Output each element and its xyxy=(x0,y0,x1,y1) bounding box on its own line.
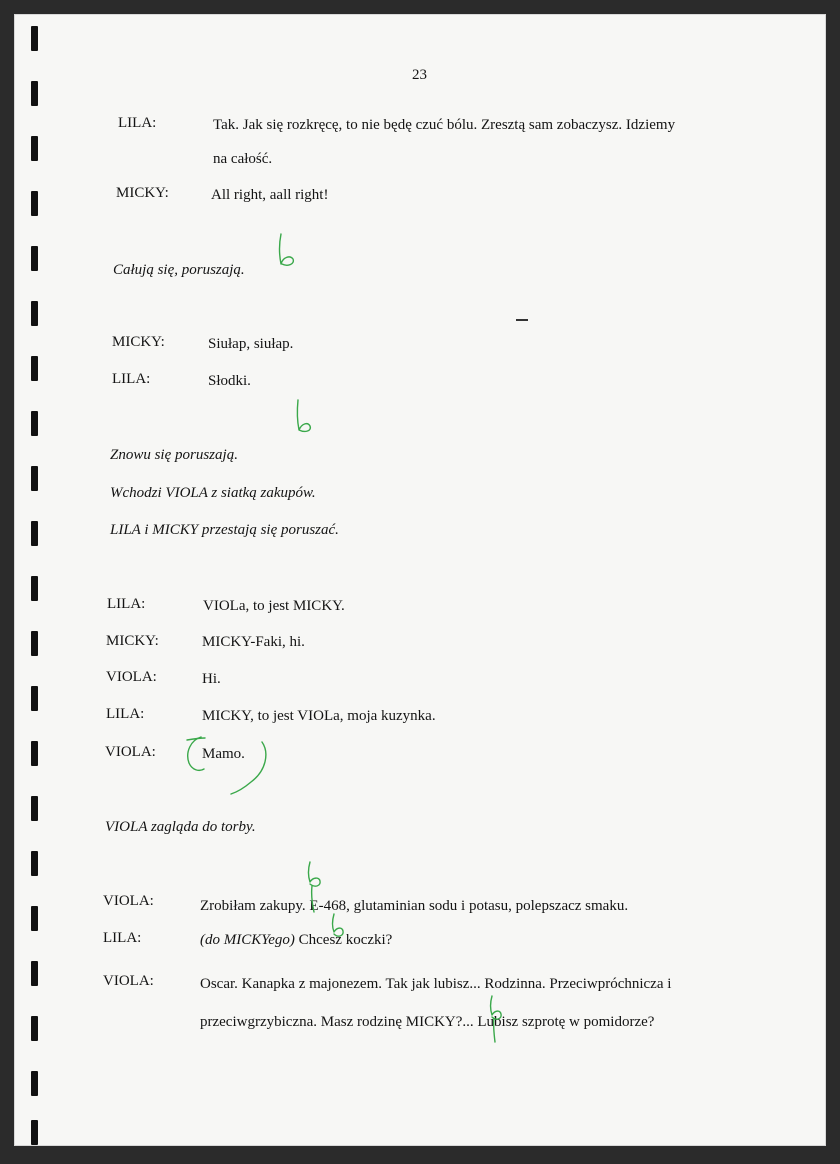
speaker-label: LILA: xyxy=(118,115,157,131)
stage-direction: LILA i MICKY przestają się poruszać. xyxy=(110,522,339,538)
dialogue-text: Zrobiłam zakupy. E-468, glutaminian sodu i potasu, polepszacz smaku. xyxy=(200,898,629,914)
dialogue-text: Siułap, siułap. xyxy=(208,336,294,352)
dialogue-text: przeciwgrzybiczna. Masz rodzinę MICKY?... Lubisz szprotę w pomidorze? xyxy=(200,1014,655,1030)
handwritten-insert-mark xyxy=(302,860,362,946)
handwritten-b-mark xyxy=(272,230,302,270)
handwritten-bracket-mark xyxy=(179,732,274,796)
speaker-label: VIOLA: xyxy=(105,744,156,760)
dialogue-text: All right, aall right! xyxy=(211,187,329,203)
speaker-label: LILA: xyxy=(106,706,145,722)
parenthetical: (do MICKYego) xyxy=(200,932,295,948)
speaker-label: MICKY: xyxy=(106,633,159,649)
speaker-label: VIOLA: xyxy=(103,893,154,909)
script-page xyxy=(14,14,826,1146)
stage-direction: VIOLA zagląda do torby. xyxy=(105,819,256,835)
dialogue-text: Słodki. xyxy=(208,373,251,389)
speaker-label: LILA: xyxy=(103,930,142,946)
speaker-label: LILA: xyxy=(107,596,146,612)
stage-direction: Znowu się poruszają. xyxy=(110,447,238,463)
speaker-label: MICKY: xyxy=(112,334,165,350)
dialogue-text: MICKY-Faki, hi. xyxy=(202,634,305,650)
dialogue-text: Chcesz koczki? xyxy=(298,932,393,948)
speaker-label: VIOLA: xyxy=(103,973,154,989)
dialogue-text: Mamo. xyxy=(202,746,245,762)
stage-direction: Całują się, poruszają. xyxy=(113,262,245,278)
dialogue-text: Tak. Jak się rozkręcę, to nie będę czuć bólu. Zresztą sam zobaczysz. Idziemy xyxy=(213,117,676,133)
handwritten-b-mark xyxy=(290,396,320,436)
dialogue-text: VIOLa, to jest MICKY. xyxy=(203,598,345,614)
speaker-label: LILA: xyxy=(112,371,151,387)
dialogue-text: na całość. xyxy=(213,151,273,167)
speaker-label: VIOLA: xyxy=(106,669,157,685)
dialogue-text xyxy=(200,933,392,948)
handwritten-insert-mark xyxy=(480,992,510,1046)
dialogue-text: Hi. xyxy=(202,671,221,687)
dialogue-text: MICKY, to jest VIOLa, moja kuzynka. xyxy=(202,708,436,724)
scan-smudge xyxy=(516,319,528,321)
stage-direction: Wchodzi VIOLA z siatką zakupów. xyxy=(110,485,316,501)
speaker-label: MICKY: xyxy=(116,185,169,201)
page-number: 23 xyxy=(412,67,427,83)
dialogue-text: Oscar. Kanapka z majonezem. Tak jak lubisz... Rodzinna. Przeciwpróchnicza i xyxy=(200,976,672,992)
